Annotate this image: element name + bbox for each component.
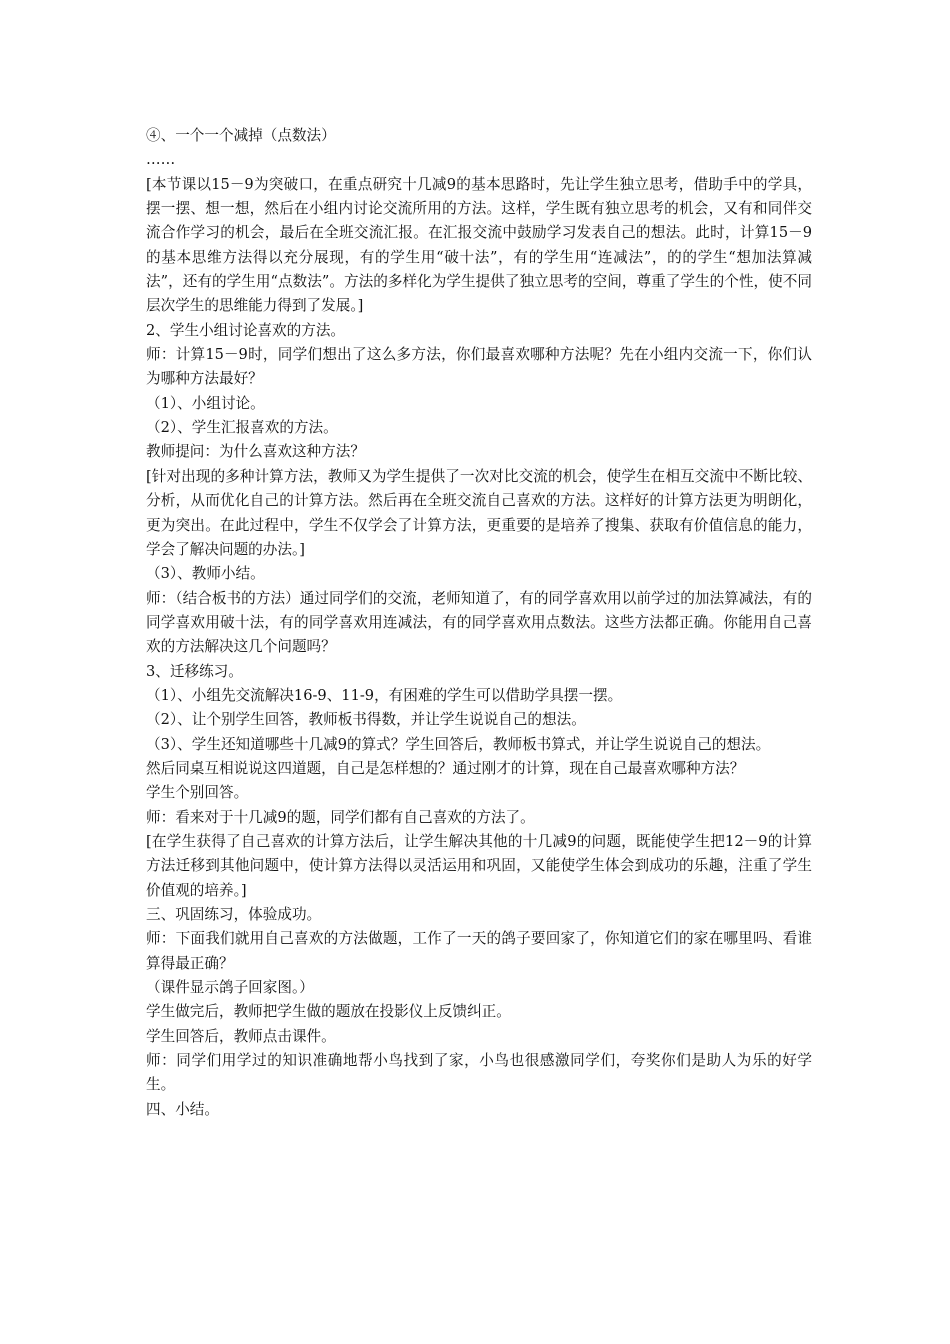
paragraph-pigeon-task: 师：下面我们就用自己喜欢的方法做题，工作了一天的鸽子要回家了，你知道它们的家在哪里吗、看谁算得最正确？ xyxy=(146,930,812,972)
paragraph-commentary-3: [在学生获得了自己喜欢的计算方法后，让学生解决其他的十几减9的问题，既能使学生把12－9的计算方法迁移到其他问题中，使计算方法得以灵活运用和巩固，又能使学生体会到成功的乐趣，注重了学生价值观的培养。] xyxy=(146,832,812,899)
paragraph-step-3-heading: 3、迁移练习。 xyxy=(146,662,243,680)
paragraph-practice-2: （2）、让个别学生回答，教师板书得数，并让学生说说自己的想法。 xyxy=(146,711,586,729)
paragraph-teacher-summary: 师：（结合板书的方法）通过同学们的交流，老师知道了，有的同学喜欢用以前学过的加法算减法，有的同学喜欢用破十法，有的同学喜欢用连减法，有的同学喜欢用点数法。这些方法都正确。你能用自己喜欢的方法解决这几个问题吗？ xyxy=(146,589,812,656)
paragraph-teacher-praise: 师：同学们用学过的知识准确地帮小鸟找到了家，小鸟也很感激同学们，夸奖你们是助人为乐的好学生。 xyxy=(146,1052,812,1094)
paragraph-teacher-summary-heading: （3）、教师小结。 xyxy=(146,565,265,583)
paragraph-group-discussion: （1）、小组讨论。 xyxy=(146,394,265,412)
paragraph-courseware-display: （课件显示鸽子回家图。） xyxy=(146,979,314,997)
document-page xyxy=(146,124,812,1122)
paragraph-teacher-remark: 师：看来对于十几减9的题，同学们都有自己喜欢的方法了。 xyxy=(146,808,535,826)
paragraph-step-2-heading: 2、学生小组讨论喜欢的方法。 xyxy=(146,321,346,339)
paragraph-section-3-heading: 三、巩固练习，体验成功。 xyxy=(146,906,322,923)
paragraph-desk-mates: 然后同桌互相说说这四道题，自己是怎样想的？通过刚才的计算，现在自己最喜欢哪种方法？ xyxy=(146,759,745,777)
paragraph-section-4-heading: 四、小结。 xyxy=(146,1100,219,1118)
paragraph-click-courseware: 学生回答后，教师点击课件。 xyxy=(146,1027,336,1045)
paragraph-commentary-1: [本节课以15－9为突破口，在重点研究十几减9的基本思路时，先让学生独立思考，借助手中的学具，摆一摆、想一想，然后在小组内讨论交流所用的方法。这样，学生既有独立思考的机会，又有和同伴交流合作学习的机会，最后在全班交流汇报。在汇报交流中鼓励学习发表自己的想法。此时，计算15－9的基本思维方法得以充分展现，有的学生用“破十法”，有的学生用“连减法”，的的学生“想加法算减法”，还有的学生用“点数法”。方法的多样化为学生提供了独立思考的空间，尊重了学生的个性，使不同层次学生的思维能力得到了发展。] xyxy=(146,175,812,315)
paragraph-practice-1: （1）、小组先交流解决16-9、11-9，有困难的学生可以借助学具摆一摆。 xyxy=(146,686,623,704)
paragraph-ellipsis: …… xyxy=(146,151,176,169)
paragraph-teacher-asks: 教师提问：为什么喜欢这种方法？ xyxy=(146,443,365,461)
paragraph-method-4: ④、一个一个减掉（点数法） xyxy=(146,127,336,144)
paragraph-student-report: （2）、学生汇报喜欢的方法。 xyxy=(146,419,338,437)
paragraph-projector-feedback: 学生做完后，教师把学生做的题放在投影仪上反馈纠正。 xyxy=(146,1003,511,1021)
paragraph-teacher-question: 师：计算15－9时，同学们想出了这么多方法，你们最喜欢哪种方法呢？先在小组内交流一下，你们认为哪种方法最好？ xyxy=(146,346,812,388)
paragraph-practice-3: （3）、学生还知道哪些十几减9的算式？学生回答后，教师板书算式，并让学生说说自己的想法。 xyxy=(146,735,771,753)
paragraph-commentary-2: [针对出现的多种计算方法，教师又为学生提供了一次对比交流的机会，使学生在相互交流中不断比较、分析，从而优化自己的计算方法。然后再在全班交流自己喜欢的方法。这样好的计算方法更为明朗化，更为突出。在此过程中，学生不仅学会了计算方法，更重要的是培养了搜集、获取有价值信息的能力，学会了解决问题的办法。] xyxy=(146,467,812,558)
paragraph-individual-answer: 学生个别回答。 xyxy=(146,784,249,802)
